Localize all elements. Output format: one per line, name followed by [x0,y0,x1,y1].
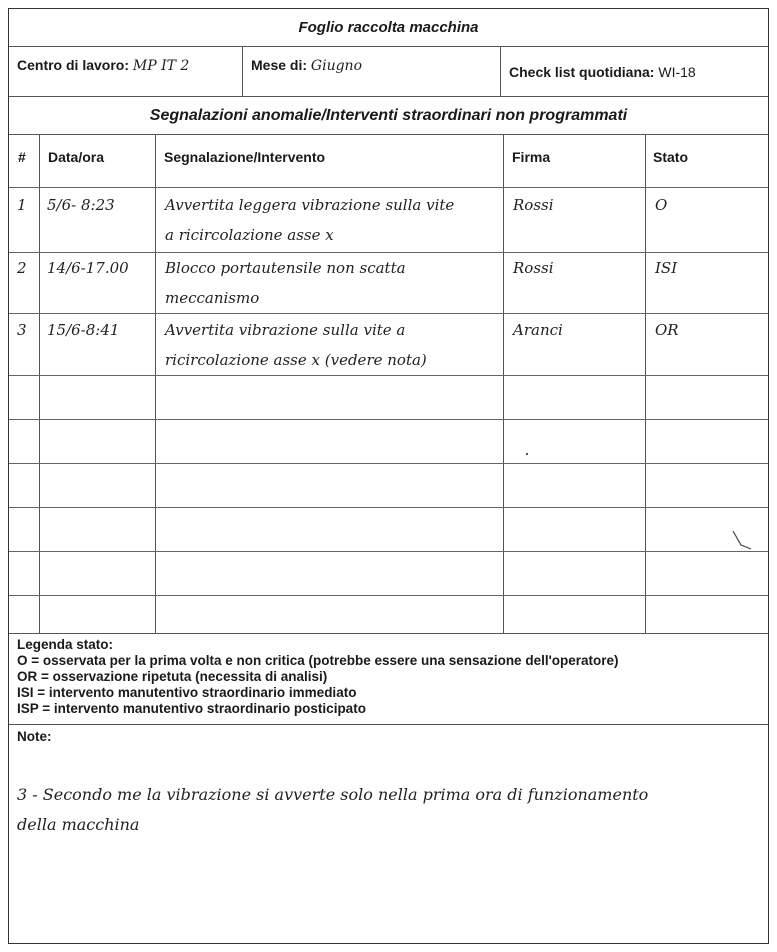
row-divider [9,375,768,376]
row-number: 1 [17,196,27,214]
row-signature: Aranci [513,321,563,339]
row-divider [9,507,768,508]
row-status: O [655,196,668,214]
row-description: Blocco portautensile non scatta meccanismo [165,259,406,307]
header-number: # [18,149,26,165]
work-center-label: Centro di lavoro: [17,57,130,73]
row-divider [9,595,768,596]
column-divider [503,135,504,633]
row-datetime: 14/6-17.00 [47,259,129,277]
month-value: Giugno [310,58,362,74]
checklist-value: WI-18 [658,64,696,80]
notes-text: 3 - Secondo me la vibrazione si avverte solo nella prima ora di funzionamento della macchina [17,785,649,834]
checklist-cell [501,47,770,97]
row-status: OR [655,321,679,339]
anomalies-table [9,135,768,634]
row-datetime: 5/6- 8:23 [47,196,115,214]
row-status: ISI [655,259,678,277]
header-signature: Firma [512,149,551,165]
column-divider [645,135,646,633]
work-center-value: MP IT 2 [132,58,190,74]
notes-section [9,725,768,945]
header-status: Stato [653,149,688,165]
row-signature: Rossi [513,259,554,277]
month-label: Mese di: [251,57,308,73]
legend-item: O = osservata per la prima volta e non critica (potrebbe essere una sensazione dell'operatore) [17,653,619,668]
info-row [9,47,768,97]
header-datetime: Data/ora [48,149,105,165]
header-description: Segnalazione/Intervento [164,149,326,165]
work-center-cell [9,47,243,97]
row-divider [9,313,768,314]
row-divider [9,187,768,188]
row-divider [9,463,768,464]
row-divider [9,551,768,552]
row-number: 3 [17,321,27,339]
legend-item: OR = osservazione ripetuta (necessita di analisi) [17,669,328,684]
stray-mark [526,453,528,455]
legend-item: ISP = intervento manutentivo straordinario posticipato [17,701,366,716]
row-description: Avvertita vibrazione sulla vite a ricircolazione asse x (vedere nota) [165,321,427,369]
row-divider [9,419,768,420]
notes-label: Note: [17,729,52,744]
legend-title: Legenda stato: [17,637,114,652]
section-title: Segnalazioni anomalie/Interventi straordinari non programmati [9,97,768,135]
checklist-label: Check list quotidiana: [509,64,655,80]
column-divider [155,135,156,633]
legend-item: ISI = intervento manutentivo straordinario immediato [17,685,357,700]
row-number: 2 [17,259,27,277]
column-divider [39,135,40,633]
row-description: Avvertita leggera vibrazione sulla vite a ricircolazione asse x [165,196,455,244]
row-signature: Rossi [513,196,554,214]
row-datetime: 15/6-8:41 [47,321,120,339]
form-title: Foglio raccolta macchina [9,9,768,47]
month-cell [243,47,501,97]
status-legend [9,633,768,725]
stray-mark [731,529,755,557]
machine-log-form [8,8,769,944]
